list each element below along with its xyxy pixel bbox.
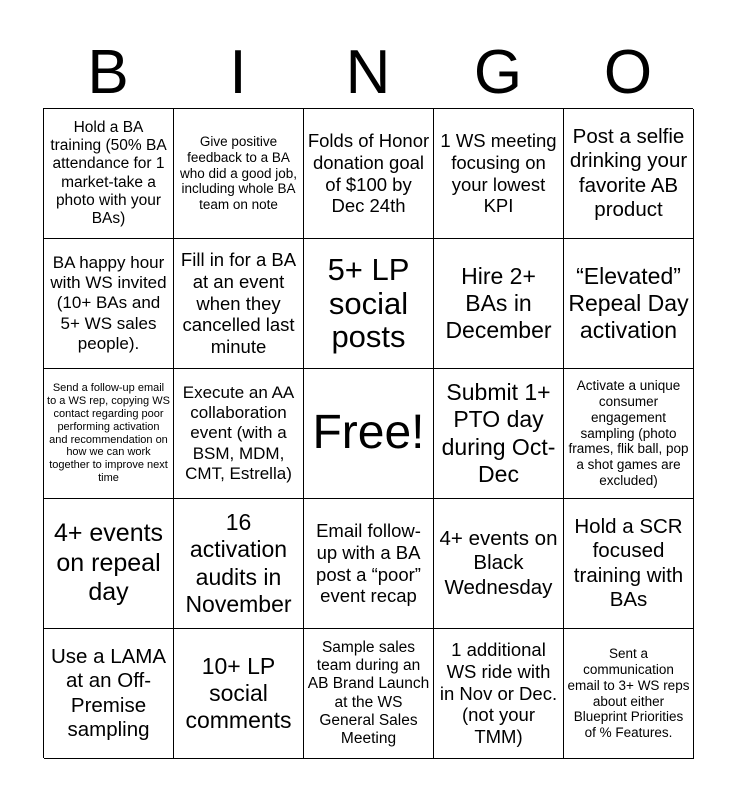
- header-letter-o: O: [603, 38, 653, 107]
- bingo-cell[interactable]: Send a follow-up email to a WS rep, copying WS contact regarding poor performing activation and recommendation on how we can work together to improve next time: [44, 369, 174, 499]
- bingo-cell[interactable]: Folds of Honor donation goal of $100 by Dec 24th: [304, 109, 434, 239]
- bingo-cell[interactable]: Sent a communication email to 3+ WS reps about either Blueprint Priorities of % Features.: [564, 629, 694, 759]
- bingo-cell[interactable]: Activate a unique consumer engagement sampling (photo frames, flik ball, pop a shot games are excluded): [564, 369, 694, 499]
- bingo-cell[interactable]: Fill in for a BA at an event when they cancelled last minute: [174, 239, 304, 369]
- bingo-cell[interactable]: “Elevated” Repeal Day activation: [564, 239, 694, 369]
- header-letter-i: I: [229, 38, 247, 107]
- bingo-board: [43, 108, 693, 758]
- bingo-cell[interactable]: Execute an AA collaboration event (with a BSM, MDM, CMT, Estrella): [174, 369, 304, 499]
- bingo-cell[interactable]: 1 WS meeting focusing on your lowest KPI: [434, 109, 564, 239]
- bingo-cell[interactable]: 4+ events on repeal day: [44, 499, 174, 629]
- bingo-cell[interactable]: Sample sales team during an AB Brand Launch at the WS General Sales Meeting: [304, 629, 434, 759]
- header-letter-n: N: [345, 38, 391, 107]
- bingo-cell[interactable]: 10+ LP social comments: [174, 629, 304, 759]
- bingo-header: [43, 38, 693, 108]
- bingo-cell[interactable]: Submit 1+ PTO day during Oct-Dec: [434, 369, 564, 499]
- bingo-cell[interactable]: Hold a SCR focused training with BAs: [564, 499, 694, 629]
- bingo-cell[interactable]: 5+ LP social posts: [304, 239, 434, 369]
- bingo-cell[interactable]: Email follow-up with a BA post a “poor” event recap: [304, 499, 434, 629]
- free-space-cell[interactable]: Free!: [304, 369, 434, 499]
- bingo-cell[interactable]: Give positive feedback to a BA who did a good job, including whole BA team on note: [174, 109, 304, 239]
- bingo-cell[interactable]: Hold a BA training (50% BA attendance for 1 market-take a photo with your BAs): [44, 109, 174, 239]
- bingo-cell[interactable]: 4+ events on Black Wednesday: [434, 499, 564, 629]
- bingo-cell[interactable]: Use a LAMA at an Off-Premise sampling: [44, 629, 174, 759]
- bingo-cell[interactable]: 1 additional WS ride with in Nov or Dec. (not your TMM): [434, 629, 564, 759]
- bingo-cell[interactable]: Hire 2+ BAs in December: [434, 239, 564, 369]
- header-letter-g: G: [473, 38, 523, 107]
- bingo-cell[interactable]: BA happy hour with WS invited (10+ BAs and 5+ WS sales people).: [44, 239, 174, 369]
- header-letter-b: B: [87, 38, 129, 107]
- bingo-cell[interactable]: 16 activation audits in November: [174, 499, 304, 629]
- bingo-cell[interactable]: Post a selfie drinking your favorite AB product: [564, 109, 694, 239]
